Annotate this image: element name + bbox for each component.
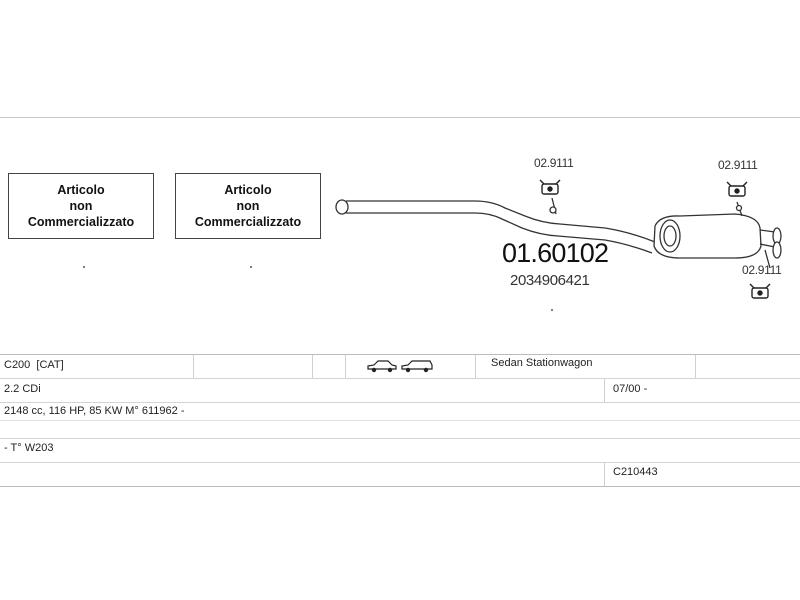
hanger-icon (750, 284, 770, 298)
column-divider (604, 379, 605, 402)
table-row-divider (0, 438, 800, 439)
table-row-divider (0, 462, 800, 463)
hanger-ref-3: 02.9111 (742, 263, 782, 277)
not-sold-box-2: Articolo non Commercializzato (175, 173, 321, 239)
hanger-icon (727, 182, 747, 196)
hanger-ref-1: 02.9111 (534, 156, 574, 170)
column-divider (312, 355, 313, 378)
position-marker (551, 309, 553, 311)
hanger-icon (540, 180, 560, 194)
column-divider (475, 355, 476, 378)
not-sold-box-1: Articolo non Commercializzato (8, 173, 154, 239)
column-divider (604, 463, 605, 486)
column-divider (695, 355, 696, 378)
table-row-divider (0, 420, 800, 421)
station-wagon-icon (400, 359, 434, 373)
top-divider (0, 117, 800, 118)
vehicle-model: C200 [CAT] (4, 359, 64, 371)
column-divider (345, 355, 346, 378)
hanger-ref-2: 02.9111 (718, 158, 758, 172)
main-part-number[interactable]: 01.60102 (502, 238, 609, 268)
table-top-border (0, 354, 800, 355)
oe-number: 2034906421 (510, 272, 590, 289)
position-marker (83, 266, 85, 268)
catalog-code[interactable]: C210443 (613, 466, 658, 478)
position-marker (250, 266, 252, 268)
table-row-divider (0, 402, 800, 403)
exhaust-pipe (346, 201, 655, 242)
engine: 2.2 CDi (4, 383, 41, 395)
production-date: 07/00 - (613, 383, 648, 395)
type-code: - T° W203 (4, 442, 54, 454)
table-bottom-border (0, 486, 800, 487)
body-types: Sedan Stationwagon (491, 357, 593, 369)
sedan-car-icon (366, 359, 398, 373)
column-divider (193, 355, 194, 378)
inlet-flange (336, 200, 348, 214)
engine-specs: 2148 cc, 116 HP, 85 KW M° 611962 - (4, 405, 185, 417)
table-row-divider (0, 378, 800, 379)
